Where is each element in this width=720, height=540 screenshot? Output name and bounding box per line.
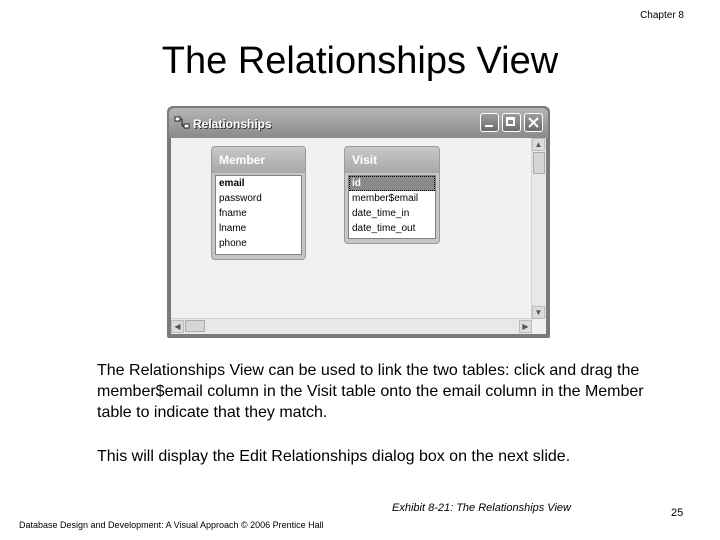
field-list[interactable] xyxy=(215,175,302,255)
field-item[interactable]: lname xyxy=(219,223,247,234)
field-item[interactable]: id xyxy=(349,176,435,191)
relationships-canvas[interactable] xyxy=(171,138,546,334)
member-table-box[interactable] xyxy=(211,146,306,260)
field-item[interactable]: date_time_in xyxy=(352,208,410,219)
page-number: 25 xyxy=(671,507,684,519)
description-paragraph: The Relationships View can be used to link the two tables: click and drag the member$email column in the Visit table onto the email column in the Member table to indicate that they match. xyxy=(97,362,644,421)
close-button[interactable] xyxy=(524,113,543,132)
horizontal-scrollbar[interactable] xyxy=(171,318,532,334)
followup-paragraph: This will display the Edit Relationships dialog box on the next slide. xyxy=(97,448,571,465)
scroll-left-icon[interactable]: ◀ xyxy=(171,320,184,333)
field-item[interactable]: phone xyxy=(219,238,247,249)
window-title: Relationships xyxy=(193,117,272,131)
scrollbar-corner xyxy=(532,319,546,334)
slide-title: The Relationships View xyxy=(161,40,559,82)
field-item[interactable]: member$email xyxy=(352,193,419,204)
scroll-thumb[interactable] xyxy=(533,152,545,174)
scroll-thumb[interactable] xyxy=(185,320,205,332)
close-icon xyxy=(528,117,539,128)
table-title[interactable]: Member xyxy=(212,147,305,173)
relationships-icon xyxy=(174,116,190,130)
vertical-scrollbar[interactable] xyxy=(531,138,546,319)
table-title[interactable]: Visit xyxy=(345,147,439,173)
field-item[interactable]: fname xyxy=(219,208,247,219)
chapter-label: Chapter 8 xyxy=(640,10,684,21)
relationships-window xyxy=(167,106,550,338)
minimize-button[interactable] xyxy=(480,113,499,132)
field-list[interactable] xyxy=(348,175,436,239)
field-item[interactable]: password xyxy=(219,193,262,204)
scroll-right-icon[interactable]: ▶ xyxy=(519,320,532,333)
scroll-down-icon[interactable]: ▼ xyxy=(532,306,545,319)
visit-table-box[interactable] xyxy=(344,146,440,244)
field-item[interactable]: email xyxy=(219,178,245,189)
footer-text: Database Design and Development: A Visual Approach © 2006 Prentice Hall xyxy=(19,520,324,530)
maximize-button[interactable] xyxy=(502,113,521,132)
scroll-up-icon[interactable]: ▲ xyxy=(532,138,545,151)
exhibit-caption: Exhibit 8-21: The Relationships View xyxy=(392,502,571,514)
window-titlebar[interactable] xyxy=(169,108,548,138)
field-item[interactable]: date_time_out xyxy=(352,223,416,234)
